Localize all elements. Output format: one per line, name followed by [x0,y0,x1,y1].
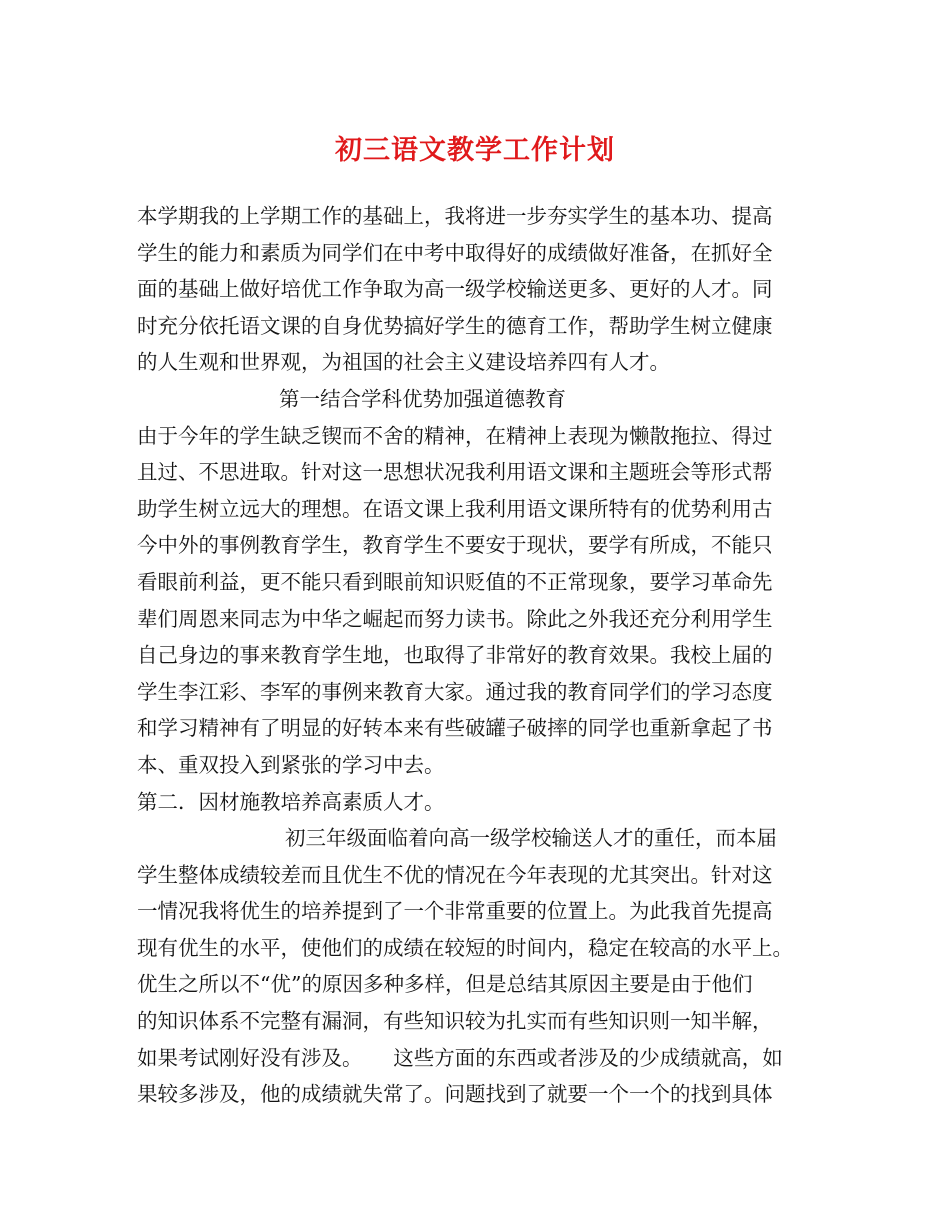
body-line: 的人生观和世界观，为祖国的社会主义建设培养四有人才。 [137,350,670,375]
body-line: 且过、不思进取。针对这一思想状况我利用语文课和主题班会等形式帮 [137,460,773,485]
section-heading-1: 第一结合学科优势加强道德教育 [279,386,566,411]
body-line: 和学习精神有了明显的好转本来有些破罐子破摔的同学也重新拿起了书 [137,716,773,741]
body-line: 本学期我的上学期工作的基础上，我将进一步夯实学生的基本功、提高 [137,204,773,228]
document-title: 初三语文教学工作计划 [335,135,615,166]
body-line: 自己身边的事来教育学生地，也取得了非常好的教育效果。我校上届的 [137,643,773,668]
body-line: 看眼前利益，更不能只看到眼前知识贬值的不正常现象，要学习革命先 [137,569,773,594]
body-line: 的知识体系不完整有漏洞，有些知识较为扎实而有些知识则一知半解， [137,1009,773,1034]
body-line: 学生的能力和素质为同学们在中考中取得好的成绩做好准备，在抓好全 [137,240,773,265]
body-line: 初三年级面临着向高一级学校输送人才的重任，而本届 [285,826,777,851]
section-heading-2: 第二．因材施教培养高素质人才。 [137,789,445,814]
body-line: 优生之所以不“优”的原因多种多样，但是总结其原因主要是由于他们 [137,972,753,997]
body-line: 本、重双投入到紧张的学习中去。 [137,752,445,777]
body-line: 辈们周恩来同志为中华之崛起而努力读书。除此之外我还充分利用学生 [137,606,773,631]
body-line: 果较多涉及，他的成绩就失常了。问题找到了就要一个一个的找到具体 [137,1082,773,1107]
body-line: 如果考试刚好没有涉及。 这些方面的东西或者涉及的少成绩就高，如 [137,1045,783,1070]
document-body [137,198,817,1113]
body-line: 一情况我将优生的培养提到了一个非常重要的位置上。为此我首先提高 [137,899,773,924]
body-line: 助学生树立远大的理想。在语文课上我利用语文课所特有的优势利用古 [137,496,773,521]
body-line: 学生整体成绩较差而且优生不优的情况在今年表现的尤其突出。针对这 [137,862,773,887]
body-line: 时充分依托语文课的自身优势搞好学生的德育工作，帮助学生树立健康 [137,313,773,338]
body-line: 现有优生的水平，使他们的成绩在较短的时间内，稳定在较高的水平上。 [137,935,793,960]
body-line: 面的基础上做好培优工作争取为高一级学校输送更多、更好的人才。同 [137,277,773,302]
body-line: 由于今年的学生缺乏锲而不舍的精神，在精神上表现为懒散拖拉、得过 [137,423,773,448]
body-line: 学生李江彩、李军的事例来教育大家。通过我的教育同学们的学习态度 [137,679,773,704]
body-line: 今中外的事例教育学生，教育学生不要安于现状，要学有所成，不能只 [137,533,773,558]
